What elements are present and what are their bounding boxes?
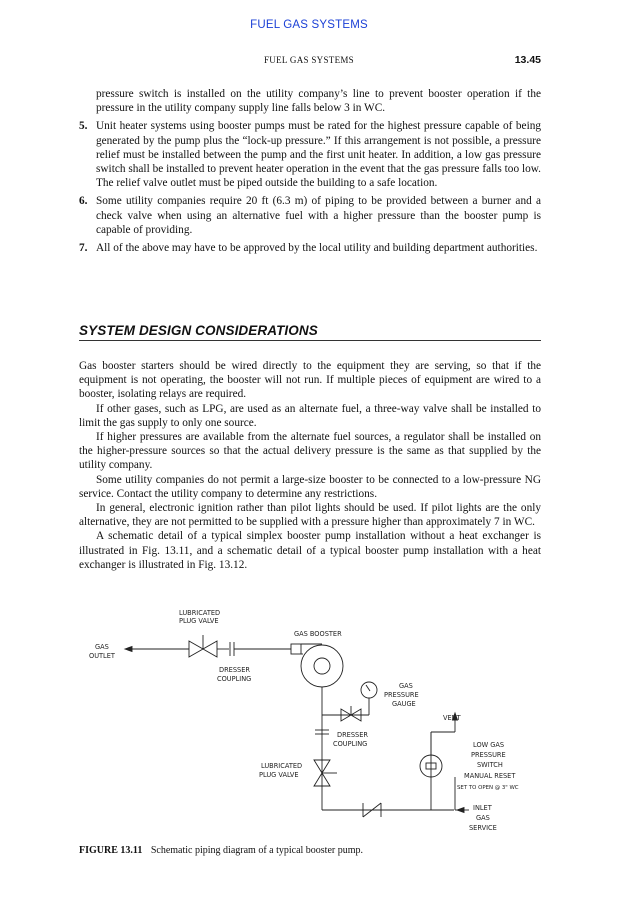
caption-text: Schematic piping diagram of a typical booster pump. — [150, 845, 364, 856]
label-gas-booster: GAS BOOSTER — [294, 630, 342, 638]
label-switch-5: SET TO OPEN @ 3" WC — [457, 785, 519, 791]
figure-13-11 — [79, 600, 549, 840]
svg-text:VENT — [443, 714, 462, 722]
label-dresser-top-1: DRESSER — [219, 666, 250, 674]
list-number: 5. — [79, 120, 88, 133]
svg-text:PRESSURE — [471, 751, 506, 759]
caption-label: FIGURE 13.11 — [79, 845, 143, 856]
svg-text:GAUGE — [392, 700, 416, 708]
label-inlet-1: INLET — [473, 804, 492, 812]
label-switch-1: LOW GAS — [473, 741, 505, 749]
label-switch-4: MANUAL RESET — [464, 772, 516, 780]
list-number: 6. — [79, 195, 88, 208]
label-gas-outlet-1: GAS — [95, 643, 109, 651]
svg-text:MANUAL RESET — [464, 772, 516, 780]
inlet-arrow-icon — [457, 808, 464, 813]
numbered-list — [79, 119, 541, 255]
label-gauge-1: GAS — [399, 682, 413, 690]
svg-text:GAS — [95, 643, 109, 651]
list-item — [79, 194, 541, 237]
body-paragraphs — [79, 359, 541, 572]
label-dresser-mid-2: COUPLING — [333, 740, 368, 748]
top-banner: FUEL GAS SYSTEMS — [250, 19, 368, 31]
paragraph: A schematic detail of a typical simplex booster pump installation without a heat exchanger is illustrated in Fig. 13.11, and a schematic detail of a typical booster pump installation with a heat exchanger is illustrated in Fig. 13.12. — [79, 530, 541, 571]
svg-text:PRESSURE — [384, 691, 419, 699]
figure-caption — [79, 845, 549, 856]
label-dresser-mid-1: DRESSER — [337, 731, 368, 739]
gas-booster-icon — [301, 645, 343, 687]
label-inlet-2: GAS — [476, 814, 490, 822]
paragraph: If other gases, such as LPG, are used as an alternate fuel, a three-way valve shall be installed to limit the gas supply to only one source. — [79, 402, 541, 429]
label-switch-2: PRESSURE — [471, 751, 506, 759]
svg-text:PLUG VALVE — [259, 771, 299, 779]
svg-text:COUPLING — [217, 675, 251, 683]
figure-labels — [89, 609, 519, 832]
svg-text:LOW GAS — [473, 741, 504, 749]
svg-text:COUPLING — [333, 740, 367, 748]
running-head — [0, 55, 618, 69]
continued-paragraph: pressure switch is installed on the utility company’s line to prevent booster operation if the pressure in the utility company supply line falls below 3 in WC. — [96, 88, 541, 115]
label-plug-valve-bottom-2: PLUG VALVE — [259, 771, 299, 779]
label-dresser-top-2: COUPLING — [217, 675, 252, 683]
paragraph: In general, electronic ignition rather than pilot lights should be used. If pilot lights are the only alternative, they are not permitted to be supplied with a pressure higher than approximately 7 in WC. — [79, 502, 541, 529]
label-plug-valve-top-1: LUBRICATED — [179, 609, 221, 617]
list-text: All of the above may have to be approved by the local utility and building department authorities. — [96, 242, 538, 255]
list-item — [79, 241, 541, 255]
list-text: Some utility companies require 20 ft (6.3 m) of piping to be provided between a burner and a check valve when using an alternative fuel with a higher pressure than the booster pump is capable of providing. — [96, 195, 541, 236]
list-item — [79, 119, 541, 190]
svg-text:LUBRICATED — [261, 762, 302, 770]
label-plug-valve-top-2: PLUG VALVE — [179, 617, 219, 625]
svg-text:LUBRICATED — [179, 609, 220, 617]
plug-valve-top-icon — [189, 641, 203, 657]
page-number: 13.45 — [514, 54, 541, 66]
svg-text:PLUG VALVE — [179, 617, 219, 625]
label-gas-outlet-2: OUTLET — [89, 652, 115, 660]
list-section — [79, 87, 541, 259]
svg-text:SERVICE — [469, 824, 497, 832]
section-heading: SYSTEM DESIGN CONSIDERATIONS — [79, 323, 541, 341]
running-head-title: FUEL GAS SYSTEMS — [264, 55, 354, 65]
label-plug-valve-bottom-1: LUBRICATED — [261, 762, 303, 770]
svg-text:INLET — [473, 804, 493, 812]
list-text: Unit heater systems using booster pumps must be rated for the highest pressure capable of being generated by the pump plus the “lock-up pressure.” If this arrangement is not possible, a pressure relief must be installed between the pump and the first unit heater. In addition, a low gas pressure switch shall be installed to prevent heater operation in the event that the gas pressure falls too low. The relief valve outlet must be piped outside the building to a safe location. — [96, 120, 541, 190]
svg-text:OUTLET — [89, 652, 116, 660]
label-vent: VENT — [443, 714, 461, 722]
svg-text:SET TO OPEN @ 3" WC — [457, 785, 519, 791]
svg-text:GAS BOOSTER — [294, 630, 342, 638]
svg-text:SWITCH — [477, 761, 503, 769]
paragraph: Gas booster starters should be wired directly to the equipment they are serving, so that if the equipment is not operating, the booster will not run. If multiple pieces of equipment are wired to a booster, isolating relays are required. — [79, 360, 541, 401]
svg-text:GAS — [399, 682, 413, 690]
outlet-arrow-icon — [125, 647, 132, 652]
svg-text:DRESSER — [337, 731, 368, 739]
label-inlet-3: SERVICE — [469, 824, 497, 832]
paragraph: Some utility companies do not permit a large-size booster to be connected to a low-pressure NG service. Contact the utility company to determine any restrictions. — [79, 473, 541, 500]
piping-schematic — [79, 600, 549, 840]
svg-text:DRESSER — [219, 666, 250, 674]
label-gauge-3: GAUGE — [392, 700, 416, 708]
label-gauge-2: PRESSURE — [384, 691, 419, 699]
svg-text:GAS — [476, 814, 490, 822]
paragraph: If higher pressures are available from the alternate fuel sources, a regulator shall be installed on the higher-pressure sources so that the actual delivery pressure is the same as that supplied by the utility company. — [79, 431, 541, 472]
list-number: 7. — [79, 242, 88, 255]
label-switch-3: SWITCH — [477, 761, 503, 769]
